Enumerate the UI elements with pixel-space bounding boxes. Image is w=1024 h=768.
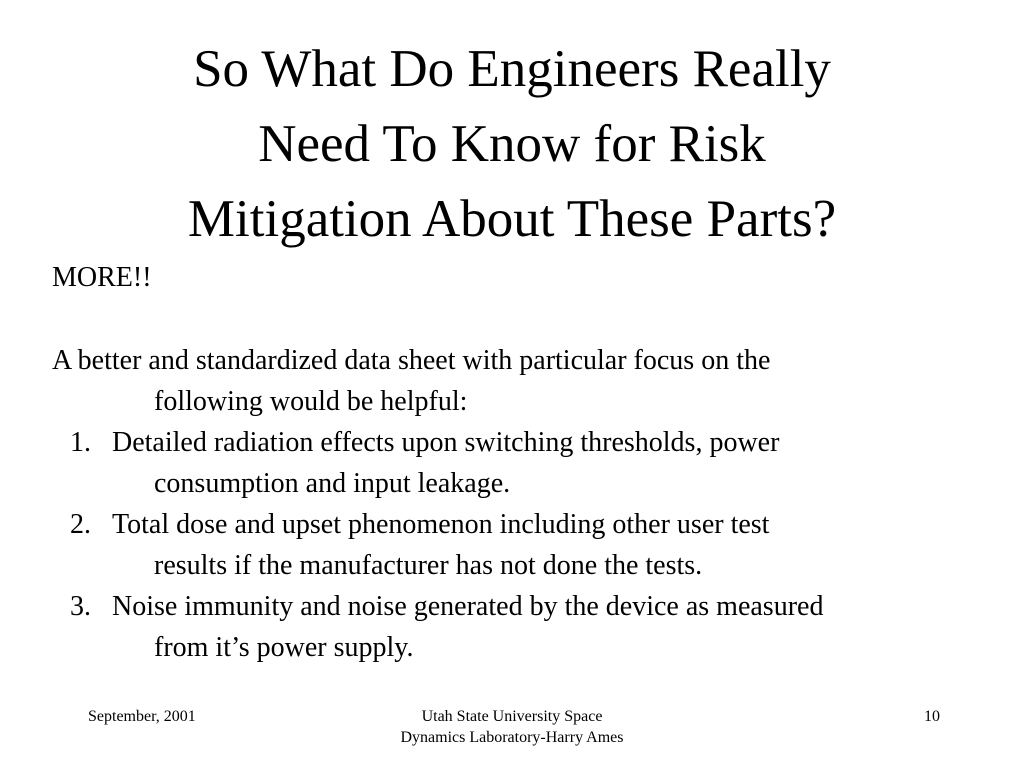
title-line: So What Do Engineers Really — [193, 40, 831, 98]
list-item-number: 3. — [70, 591, 91, 622]
list-item-text: Detailed radiation effects upon switching thresholds, power — [112, 427, 780, 458]
list-item-number: 1. — [70, 427, 91, 458]
list-item-text: from it’s power supply. — [154, 632, 414, 663]
intro-line: A better and standardized data sheet with particular focus on the — [52, 345, 771, 376]
footer-org-line: Dynamics Laboratory-Harry Ames — [400, 729, 624, 746]
intro-line: following would be helpful: — [154, 386, 468, 417]
list-item-text: results if the manufacturer has not done the tests. — [154, 550, 703, 581]
body-heading: MORE!! — [52, 262, 152, 293]
list-item-text: Noise immunity and noise generated by the device as measured — [112, 591, 824, 622]
title-line: Need To Know for Risk — [258, 115, 766, 173]
list-item-text: consumption and input leakage. — [154, 468, 511, 499]
footer-organization — [312, 706, 712, 748]
slide-title — [0, 32, 1024, 257]
list-item-number: 2. — [70, 509, 91, 540]
footer-org-line: Utah State University Space — [421, 708, 603, 725]
title-line: Mitigation About These Parts? — [187, 190, 837, 248]
footer-page-number: 10 — [924, 708, 940, 725]
list-item-text: Total dose and upset phenomenon including other user test — [112, 509, 770, 540]
footer-date: September, 2001 — [88, 708, 196, 725]
